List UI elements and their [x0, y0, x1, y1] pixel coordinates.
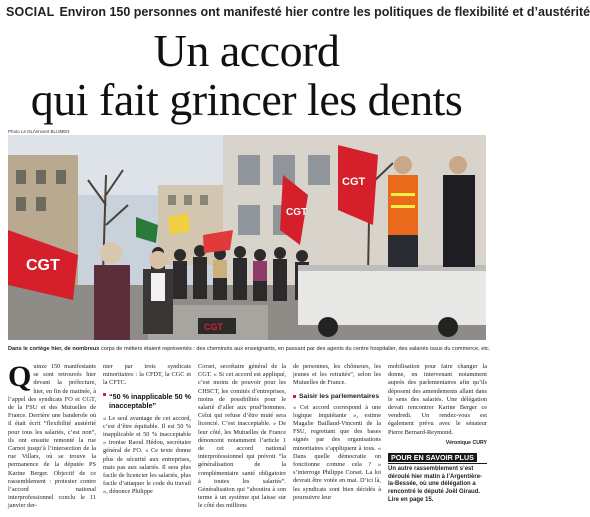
section-subhead: Saisir les parlementaires	[293, 392, 381, 401]
pull-quote: “50 % inapplicable 50 % inacceptable”	[103, 392, 191, 410]
headline-line-1: Un accord	[153, 25, 340, 76]
article-photo	[8, 135, 486, 340]
caption-lead: Dans le cortège hier, de nombreux	[8, 346, 100, 352]
article-kicker	[6, 4, 590, 20]
photo-credit: Photo Le DL/Vincent BLIJMEN	[8, 129, 70, 134]
column-4-text-2: « Cet accord correspond à une logique inquiétante », estime Magalie Baillaud-Vincenti de la FSU, regrettant que des bases signés par des organisations minoritaires s’appliquent à tous. « Dans quelle démocratie on fonctionne comme cela ? » s’interroge Philippe Corset. La loi devrait être votée en mai. D’ici là, les syndicats sont bien décidés à poursuivre leur	[293, 403, 381, 501]
ground-sign-text: CGT	[204, 322, 223, 332]
article-column-5	[388, 363, 487, 513]
column-3-text: Corset, secrétaire général de la CGT. « Si cet accord est appliqué, c’est moins de pouvoir pour les CHSCT, les comités d’entreprises, moins de possibilités pour le salarié d’aller aux prud’hommes. Celui qui refuse d’être muté sera licencié. C’est inacceptable. » De leur côté, les Mutuelles de France dénoncent notamment l’article 1 de cet accord national interprofessionnel qui prévoit “la généralisation de la complémentaire santé obligatoire à toutes les salariés”. Généralisation qui “aboutira à son terme à un système qui laisse sur le côté des millions	[198, 363, 286, 510]
column-1-text: uinze 150 manifestants se sont retrouvés hier devant la préfecture, hier, en fin de matinée, à l’appel des syndicats FO et CGT, de la FSU et des Mutuelles de France. Derrière une banderole où il était écrit “flexibilité austérité pour tous les salariés, c’est non”, ils ont ensuite remonté la rue Carnot jusqu’à l’intersection de la rue Villars, où se trouve la permanence de la députée PS Karine Berger. Objectif de ce rassemblement : protester contre l’accord national interprofessionnel conclu le 11 janvier der-	[8, 363, 96, 510]
flag-text-2: CGT	[286, 207, 308, 218]
protest-illustration	[8, 135, 486, 340]
author-signature: Véronique CURY	[445, 439, 487, 446]
info-box-title: POUR EN SAVOIR PLUS	[388, 453, 477, 462]
article-column-2	[103, 363, 191, 513]
photo-caption	[8, 346, 491, 353]
info-box-rule	[388, 463, 487, 464]
column-2-text-2: « Le seul avantage de cet accord, c’est d’être équitable. Il est 50 % inapplicable et 50 % inacceptable » ironise Raoul Hédou, secrétaire général de FO. « Ce texte donne plus de sécurité aux entreprises, mais pas aux salariés. Il sera plus facile de licencier les salariés, plus facile d’attaquer le code du travail », dénonce Philippe	[103, 414, 191, 496]
flag-text-1: CGT	[26, 257, 60, 274]
column-5-text: mobilisation pour faire changer la donne, en intervenant notamment auprès des parlementaires afin qu’ils déposent des amendements allant dans le sens des salariés. Une délégation devait rencontrer Karine Berger ce vendredi. Un rendez-vous est également prévu avec le sénateur Pierre Bernard-Reymond.	[388, 363, 487, 436]
info-box-text: Un autre rassemblement s’est déroulé hier matin à l’Argentière-la-Bessée, où une délégation a rencontré le député Joël Giraud. Lire en page 15.	[388, 466, 483, 503]
article-column-4	[293, 363, 381, 513]
article-column-1	[8, 360, 96, 513]
article-body	[8, 360, 487, 513]
headline-line-2: qui fait grincer les dents	[30, 74, 463, 125]
article-headline	[0, 26, 493, 124]
article-deck: Environ 150 personnes ont manifesté hier contre les politiques de flexibilité et d’austérité	[59, 5, 590, 19]
section-rubric: SOCIAL	[6, 5, 55, 19]
drop-cap: Q	[8, 360, 32, 393]
flag-text-3: CGT	[342, 176, 366, 188]
column-4-text-1: de personnes, les chômeurs, les jeunes et les retraités”, selon les Mutuelles de France.	[293, 363, 381, 387]
article-column-3	[198, 363, 286, 513]
column-2-text-1: nier par trois syndicats minoritaires : la CFDT, la CGC et la CFTC.	[103, 363, 191, 387]
caption-text: corps de métiers étaient représentés : des cheminots aux enseignants, en passant par des agents du centre hospitalier, des salariés issus du commerce, etc.	[100, 346, 491, 352]
